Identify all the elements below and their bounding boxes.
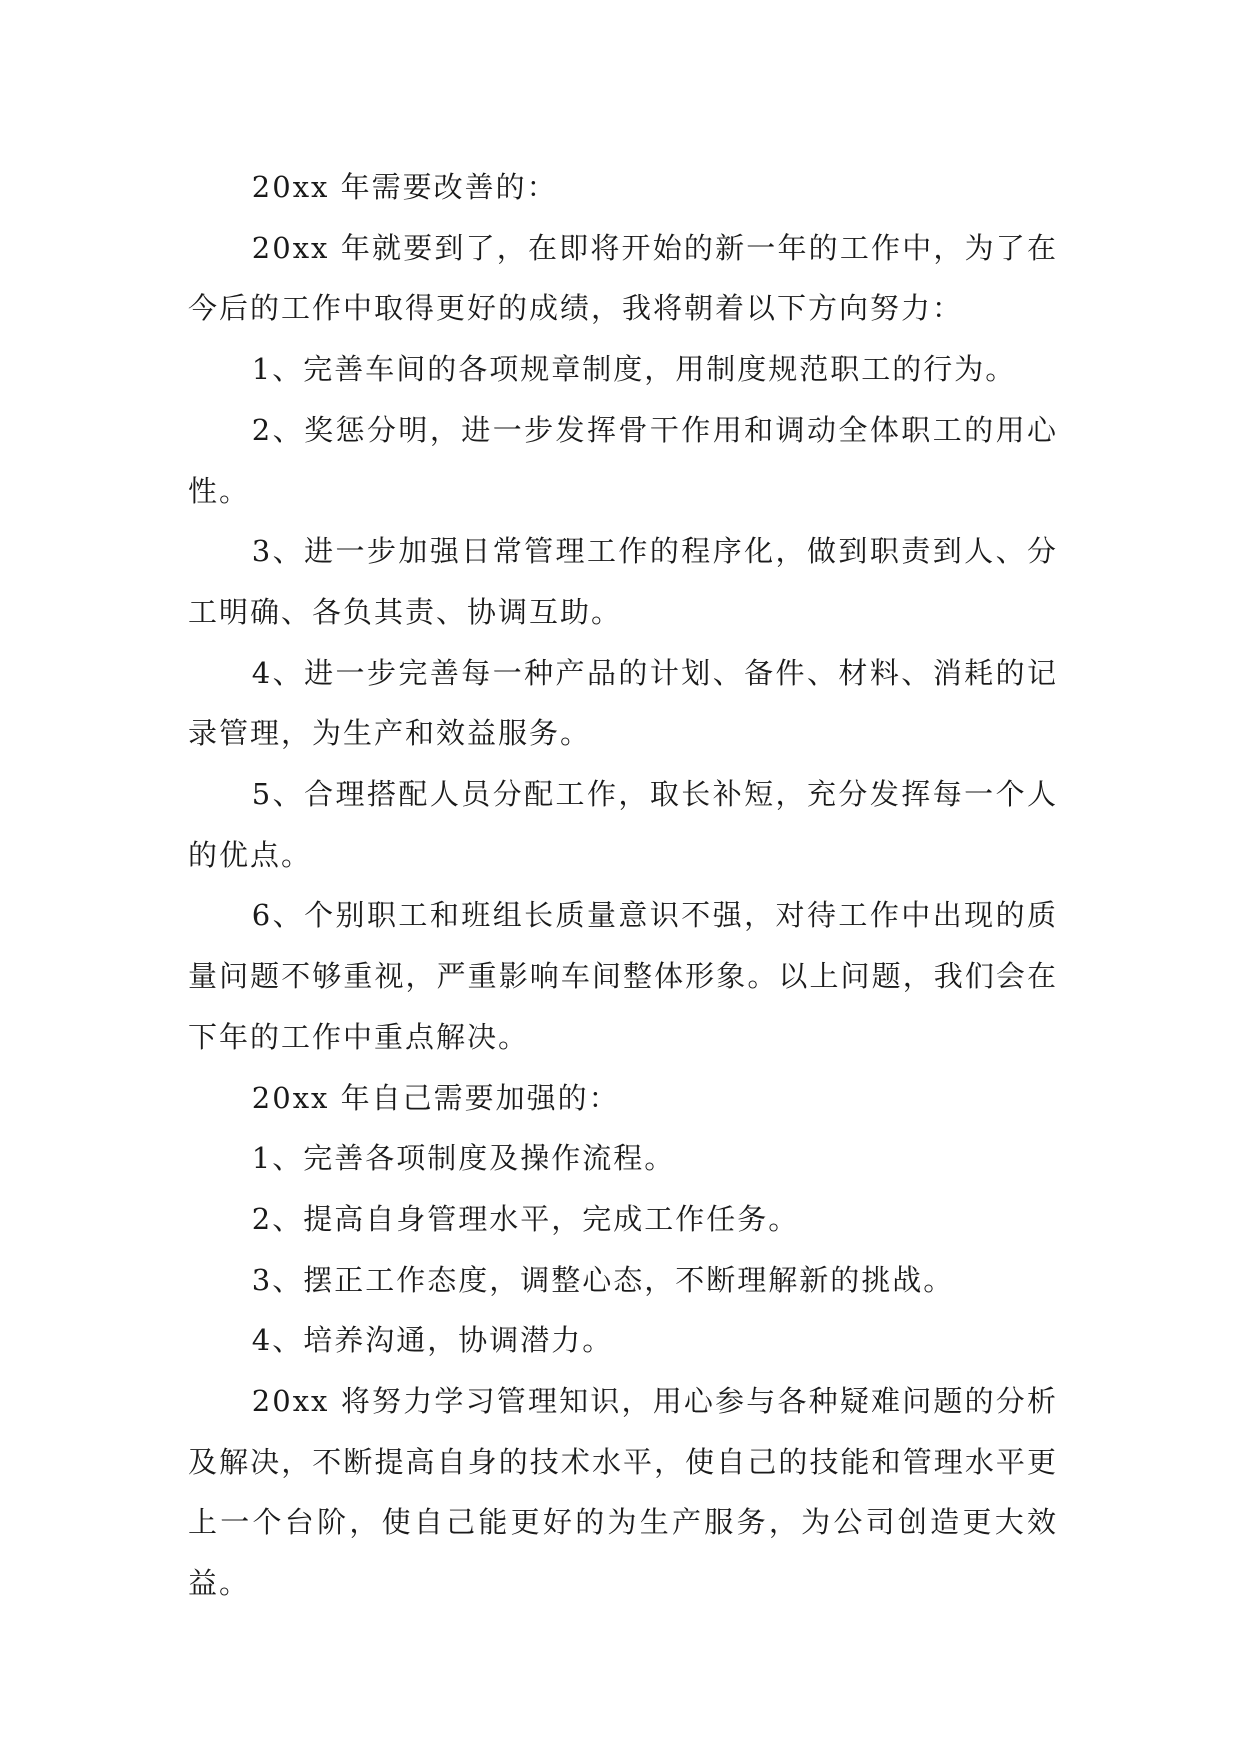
self-item-4: 4、培养沟通，协调潜力。 (251, 1323, 614, 1358)
improvement-item-2: 2、奖惩分明，进一步发挥骨干作用和调动全体职工的用心性。 (188, 412, 1058, 508)
improvement-item-3: 3、进一步加强日常管理工作的程序化，做到职责到人、分工明确、各负其责、协调互助。 (188, 534, 1058, 629)
improvement-item-6: 6、个别职工和班组长质量意识不强，对待工作中出现的质量问题不够重视，严重影响车间整体形象。以上问题，我们会在下年的工作中重点解决。 (188, 898, 1058, 1054)
closing-paragraph: 20xx 将努力学习管理知识，用心参与各种疑难问题的分析及解决，不断提高自身的技术水平，使自己的技能和管理水平更上一个台阶，使自己能更好的为生产服务，为公司创造更大效益。 (188, 1384, 1058, 1601)
self-item-1: 1、完善各项制度及操作流程。 (251, 1141, 676, 1176)
improvement-item-1: 1、完善车间的各项规章制度，用制度规范职工的行为。 (251, 352, 1017, 387)
improvement-item-4: 4、进一步完善每一种产品的计划、备件、材料、消耗的记录管理，为生产和效益服务。 (188, 655, 1058, 751)
self-item-2: 2、提高自身管理水平，完成工作任务。 (251, 1201, 800, 1236)
section-heading-improvements: 20xx 年需要改善的： (251, 170, 558, 204)
improvement-item-5: 5、合理搭配人员分配工作，取长补短，充分发挥每一个人的优点。 (188, 777, 1058, 872)
section-heading-self-strengthen: 20xx 年自己需要加强的： (251, 1080, 620, 1115)
self-item-3: 3、摆正工作态度，调整心态，不断理解新的挑战。 (251, 1262, 955, 1297)
document-body (188, 157, 1058, 1614)
intro-paragraph: 20xx 年就要到了，在即将开始的新一年的工作中，为了在今后的工作中取得更好的成绩，我将朝着以下方向努力： (188, 230, 1058, 326)
